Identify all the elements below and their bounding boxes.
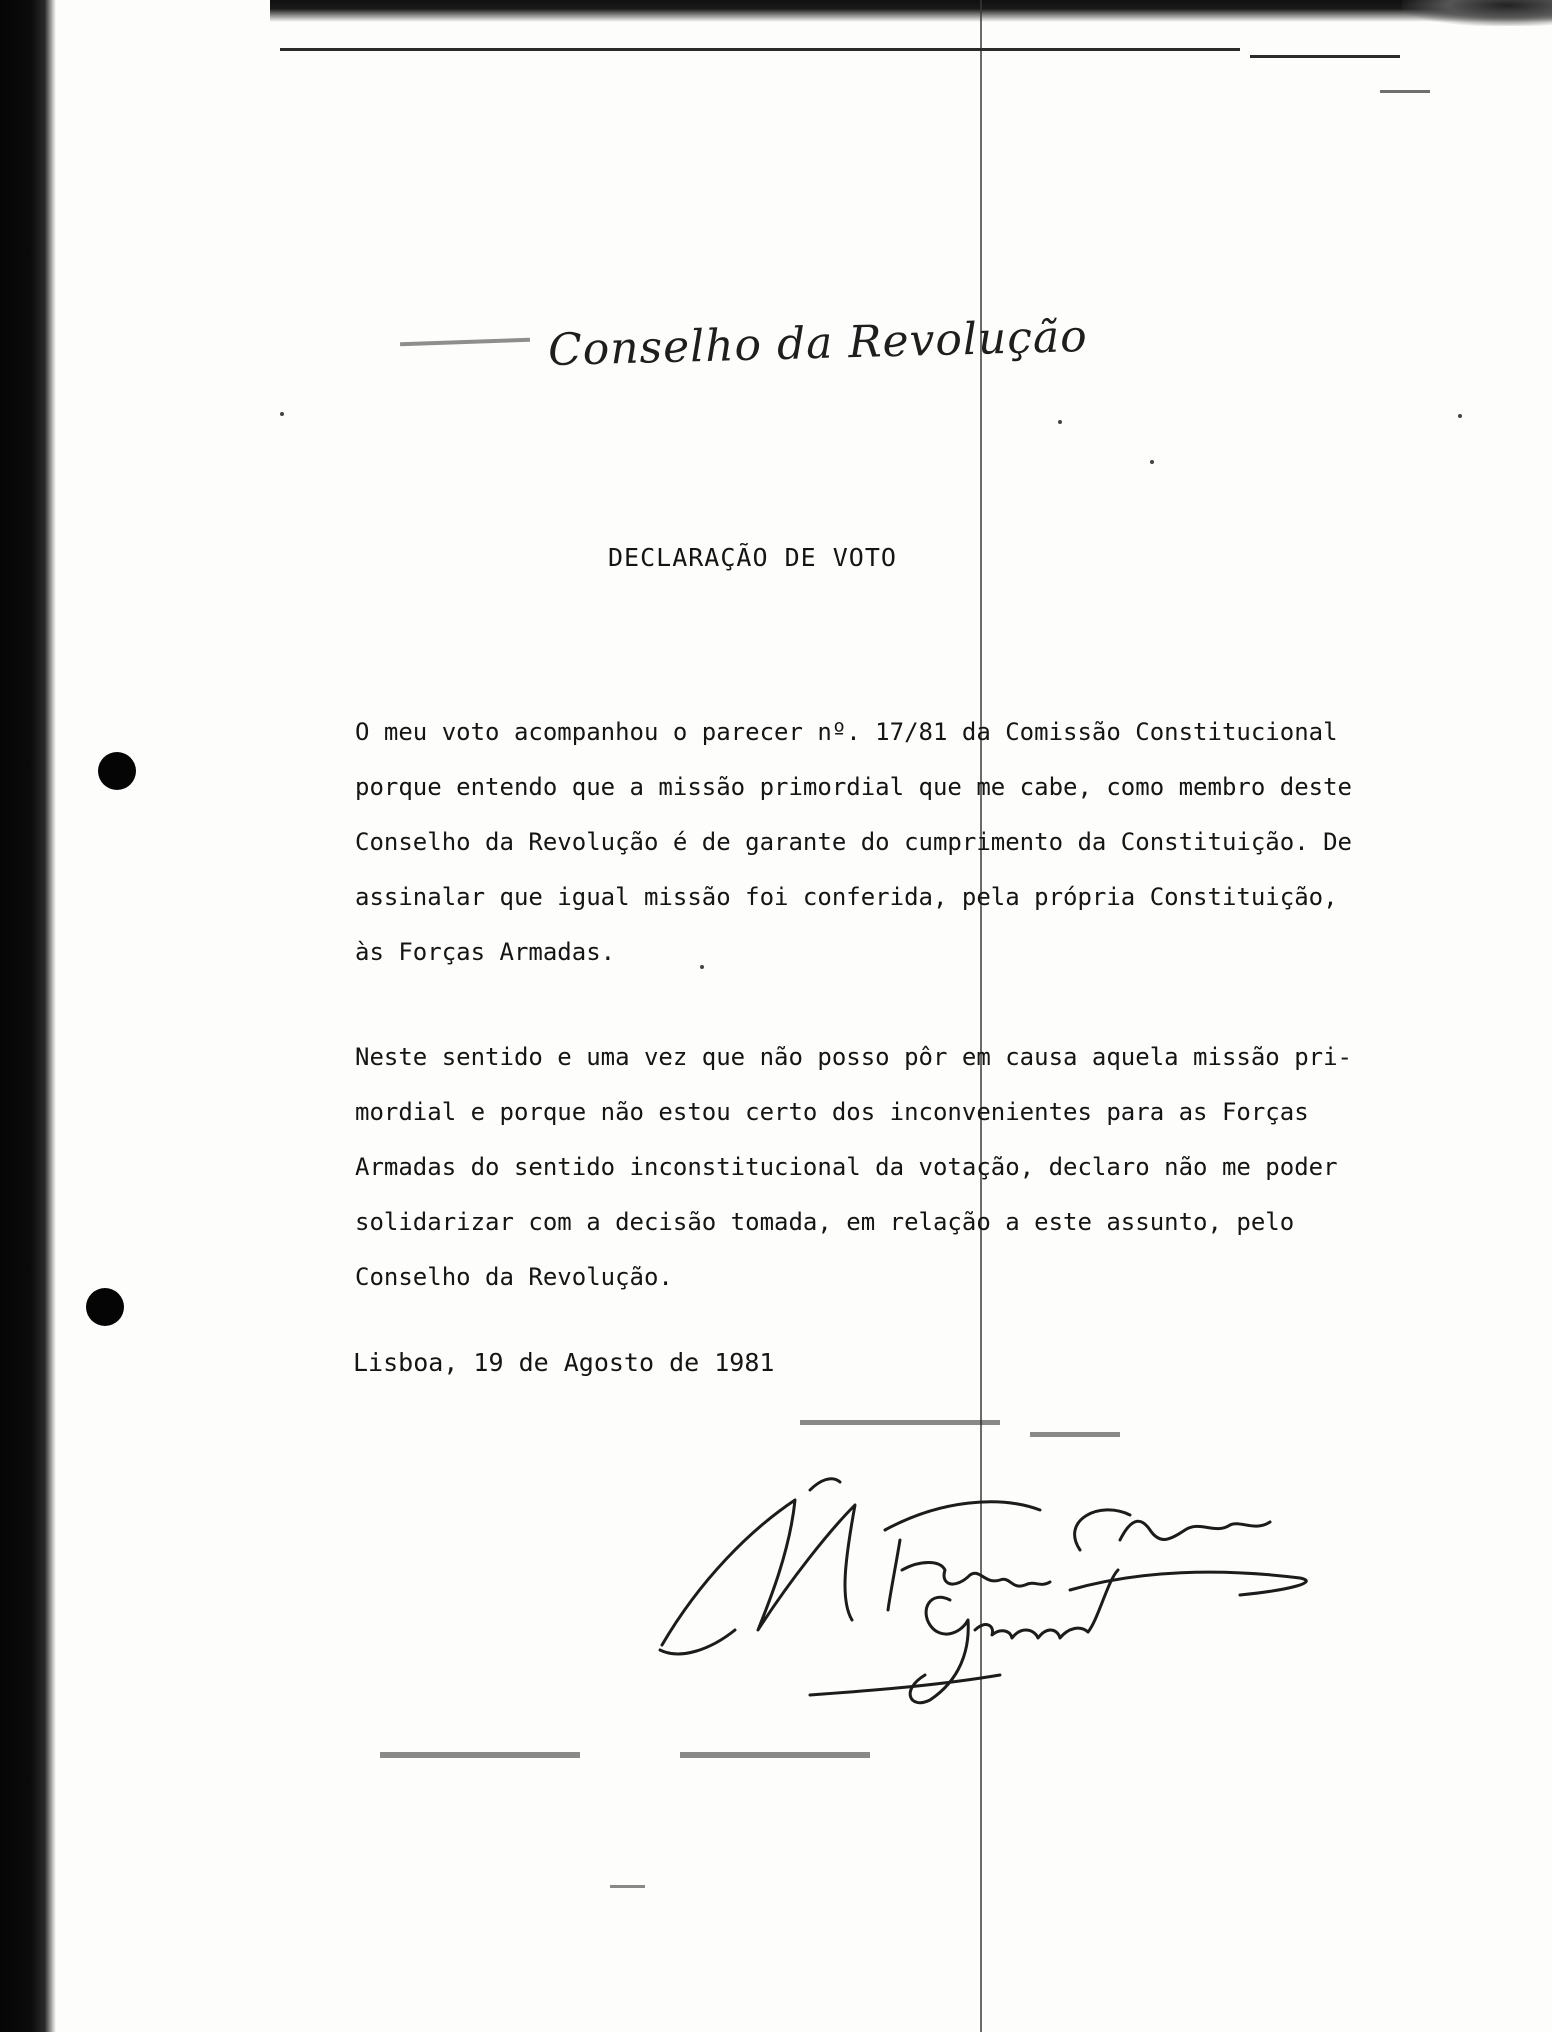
- scan-top-smudge: [1402, 0, 1552, 26]
- paragraph-line: às Forças Armadas.: [355, 938, 616, 966]
- paragraph-line: assinalar que igual missão foi conferida, pela própria Constituição,: [355, 883, 1338, 911]
- scan-left-edge: [0, 0, 56, 2032]
- page-fold-line: [980, 0, 982, 2032]
- paragraph-line: porque entendo que a missão primordial que me cabe, como membro deste: [355, 773, 1352, 801]
- scan-top-edge: [270, 0, 1552, 22]
- speck: [1058, 420, 1062, 424]
- top-rule: [280, 48, 1240, 51]
- ink-blot: [800, 1420, 1000, 1425]
- speck: [1458, 414, 1462, 418]
- paragraph-line: mordial e porque não estou certo dos inconvenientes para as Forças: [355, 1098, 1309, 1126]
- letterhead-flourish: [400, 338, 530, 347]
- paragraph-line: O meu voto acompanhou o parecer nº. 17/81 da Comissão Constitucional: [355, 718, 1338, 746]
- paragraph-2: [355, 1030, 1352, 1305]
- punch-hole-bottom: [86, 1288, 124, 1326]
- punch-hole-top: [98, 752, 136, 790]
- ink-blot: [380, 1752, 580, 1758]
- top-rule-right: [1250, 55, 1400, 58]
- dateline: Lisboa, 19 de Agosto de 1981: [353, 1348, 775, 1377]
- speck: [280, 412, 284, 416]
- paragraph-line: Armadas do sentido inconstitucional da votação, declaro não me poder: [355, 1153, 1338, 1181]
- paragraph-1: [355, 705, 1352, 980]
- speck: [1150, 460, 1154, 464]
- letterhead: Conselho da Revolução: [547, 310, 1089, 377]
- ink-blot: [1030, 1432, 1120, 1437]
- ink-blot: [610, 1885, 645, 1888]
- paragraph-line: Conselho da Revolução.: [355, 1263, 673, 1291]
- paragraph-line: Neste sentido e uma vez que não posso pôr em causa aquela missão pri-: [355, 1043, 1352, 1071]
- ink-blot: [680, 1752, 870, 1758]
- stray-mark: [1380, 90, 1430, 93]
- signature-image: [640, 1460, 1340, 1720]
- document-title: DECLARAÇÃO DE VOTO: [608, 543, 897, 572]
- paragraph-line: Conselho da Revolução é de garante do cumprimento da Constituição. De: [355, 828, 1352, 856]
- paragraph-line: solidarizar com a decisão tomada, em relação a este assunto, pelo: [355, 1208, 1295, 1236]
